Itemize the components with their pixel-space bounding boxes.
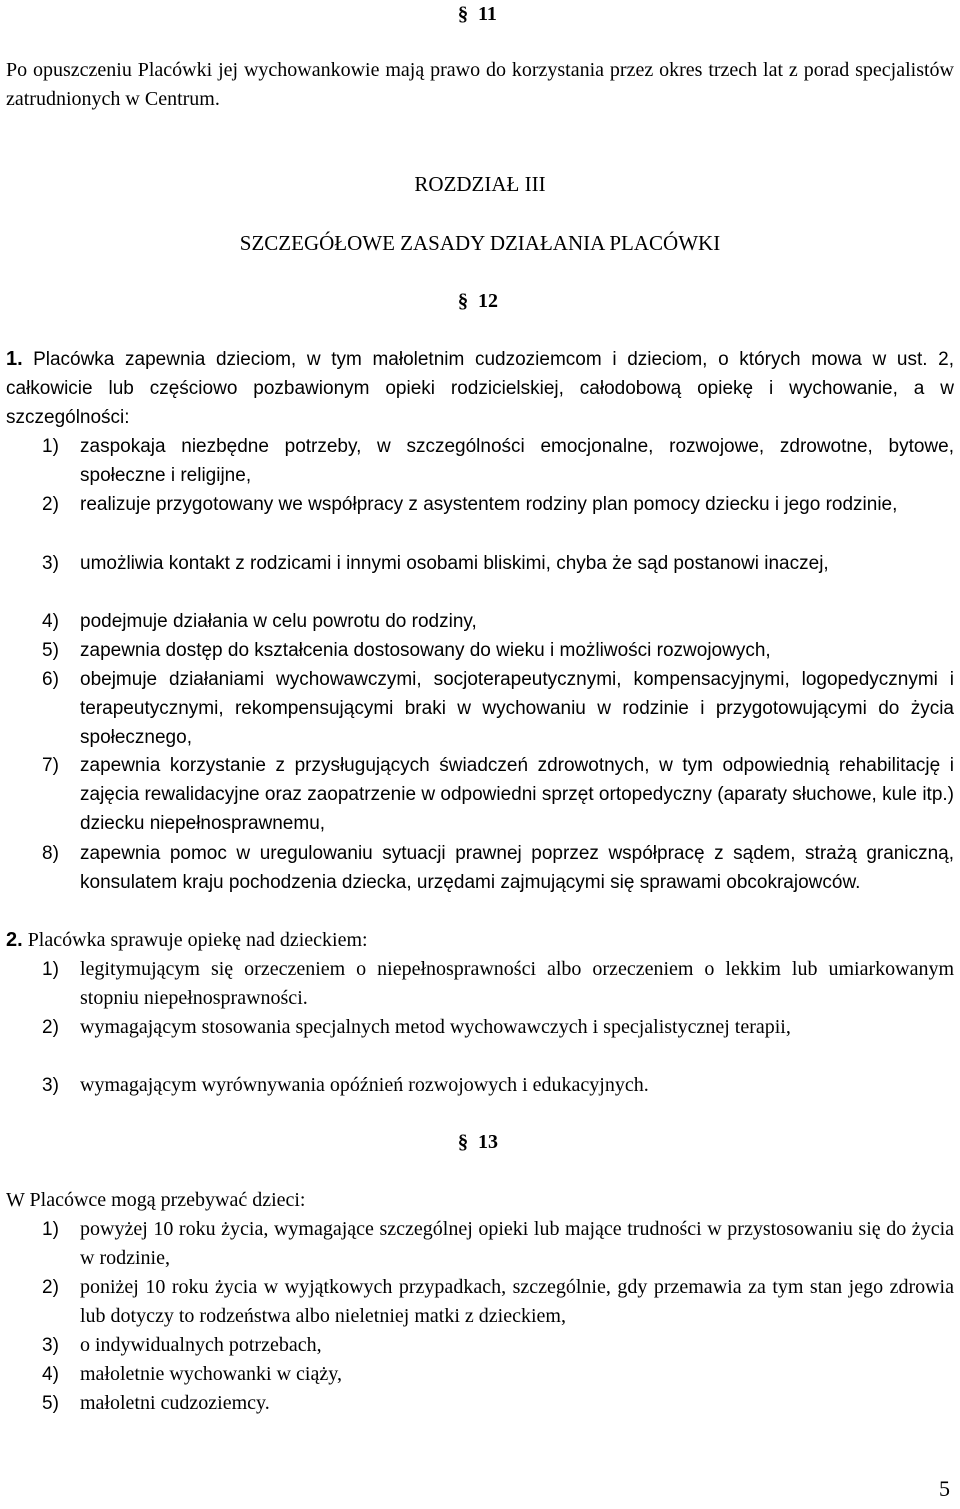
section-12-paragraph-2 [6,926,954,955]
section-13-intro: W Placówce mogą przebywać dzieci: [6,1189,306,1211]
list-item: 2) poniżej 10 roku życia w wyjątkowych przypadkach, szczególnie, gdy przemawia za tym stan jego zdrowia lub dotyczy to rodzeństwa albo nieletniej matki z dzieckiem, [42,1276,954,1327]
paragraph-number: 1. [6,348,23,370]
list-item: 7) zapewnia korzystanie z przysługujących świadczeń zdrowotnych, w tym odpowiednią rehabilitację i zajęcia rewalidacyjne oraz zaopatrzenie w odpowiedni sprzęt ortopedyczny (aparaty słuchowe, kule itp.) dziecku niepełnosprawnemu, [42,755,954,834]
list-item: 1) zaspokaja niezbędne potrzeby, w szczególności emocjonalne, rozwojowe, zdrowotne, bytowe, społeczne i religijne, [42,436,954,486]
chapter-subtitle: SZCZEGÓŁOWE ZASADY DZIAŁANIA PLACÓWKI [239,231,721,255]
list-item: 3) o indywidualnych potrzebach, [42,1334,322,1356]
list-item: 1) powyżej 10 roku życia, wymagające szczególnej opieki lub mające trudności w przystosowaniu się do życia w rodzinie, [42,1218,954,1269]
section-11-paragraph: Po opuszczeniu Placówki jej wychowankowie mają prawo do korzystania przez okres trzech lat z porad specjalistów zatrudnionych w Centrum. [6,59,954,110]
chapter-title: ROZDZIAŁ III [414,172,546,196]
paragraph-text: Placówka zapewnia dzieciom, w tym małoletnim cudzoziemcom i dzieciom, o których mowa w ust. 2, całkowicie lub częściowo pozbawionym opieki rodzicielskiej, całodobową opiekę i wychowanie, a w szczególności: [6,349,955,428]
paragraph-number: 2. [6,929,23,951]
page-number: 5 [939,1476,950,1501]
section-12-paragraph-1 [6,345,954,432]
section-11-heading [458,0,497,29]
section-number: 11 [478,3,497,25]
list-item: 3) wymagającym wyrównywania opóźnień rozwojowych i edukacyjnych. [42,1074,649,1096]
list-item: 5) zapewnia dostęp do kształcenia dostosowany do wieku i możliwości rozwojowych, [42,640,771,661]
section-number: 12 [478,290,498,312]
section-symbol: § [457,1131,469,1153]
list-item: 1) legitymującym się orzeczeniem o niepełnosprawności albo orzeczeniem o lekkim lub umiarkowanym stopniu niepełnosprawności. [42,958,954,1009]
list-item: 8) zapewnia pomoc w uregulowaniu sytuacji prawnej poprzez współpracę z sądem, strażą graniczną, konsulatem kraju pochodzenia dziecka, urzędami zajmującymi się sprawami obcokrajowców. [42,843,954,893]
list-item: 6) obejmuje działaniami wychowawczymi, socjoterapeutycznymi, kompensacyjnymi, logopedycznymi i terapeutycznymi, rekompensującymi braki w wychowaniu w rodzinie i przygotowującymi do życia społecznego, [42,669,954,748]
list-item: 4) małoletnie wychowanki w ciąży, [42,1363,342,1385]
section-13-heading [458,1128,498,1157]
list-item: 3) umożliwia kontakt z rodzicami i innymi osobami bliskimi, chyba że sąd postanowi inaczej, [42,553,829,574]
paragraph-text: Placówka sprawuje opiekę nad dzieckiem: [27,929,368,951]
section-symbol: § [457,290,469,312]
list-item: 2) realizuje przygotowany we współpracy z asystentem rodziny plan pomocy dziecku i jego rodzinie, [42,494,898,515]
section-number: 13 [478,1131,498,1153]
list-item: 2) wymagającym stosowania specjalnych metod wychowawczych i specjalistycznej terapii, [42,1016,791,1038]
list-item: 4) podejmuje działania w celu powrotu do rodziny, [42,611,477,632]
list-item: 5) małoletni cudzoziemcy. [42,1392,270,1414]
section-12-heading [458,287,498,316]
section-symbol: § [457,3,469,25]
